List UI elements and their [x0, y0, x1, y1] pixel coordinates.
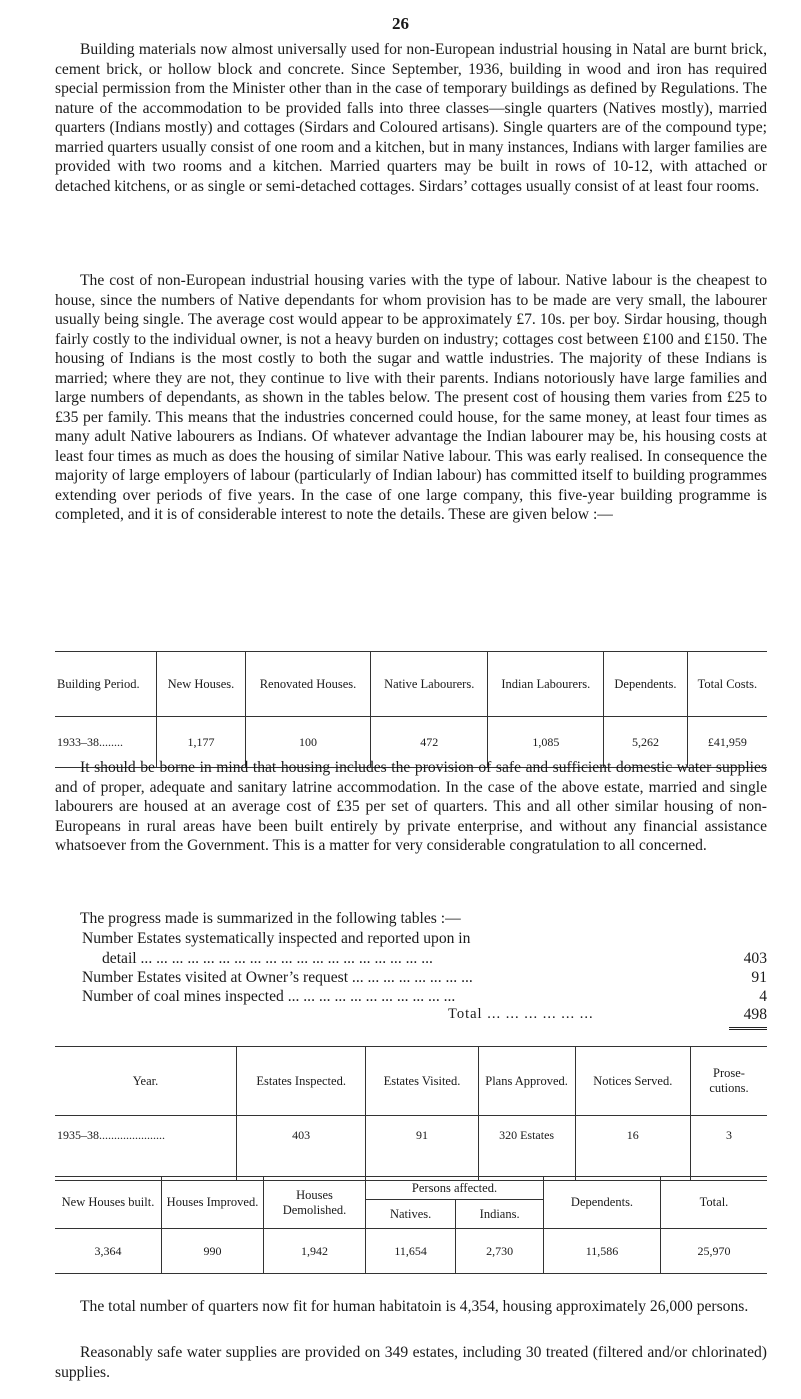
table3-cell: 11,586 — [544, 1229, 661, 1274]
paragraph-total-quarters: The total number of quarters now fit for human habitatoin is 4,354, housing approximately 26,000 persons. — [80, 1298, 749, 1315]
table1-header: New Houses. — [157, 652, 246, 717]
paragraph-progress-intro: The progress made is summarized in the following tables :— — [80, 910, 461, 927]
table2-header: Notices Served. — [575, 1047, 690, 1116]
table3-header: Dependents. — [544, 1177, 661, 1229]
table3-header-persons-affected: Persons affected. — [366, 1177, 544, 1200]
table2-cell: 91 — [366, 1116, 478, 1181]
table1-cell: 1,085 — [488, 717, 604, 768]
table2-header: Plans Approved. — [478, 1047, 575, 1116]
summary-item-coal-mines: Number of coal mines inspected ... ... ... ... ... ... ... ... ... ... ... 4 — [82, 988, 767, 1005]
table3-cell: 3,364 — [55, 1229, 162, 1274]
table1-cell: £41,959 — [687, 717, 767, 768]
table2-cell: 16 — [575, 1116, 690, 1181]
table2-cell: 3 — [691, 1116, 768, 1181]
table1-cell: 100 — [245, 717, 370, 768]
table-row — [55, 1229, 767, 1274]
table2-header: Prose- cutions. — [691, 1047, 768, 1116]
table1-cell: 472 — [370, 717, 487, 768]
table2-header: Year. — [55, 1047, 237, 1116]
summary-item-estates-inspected: Number Estates systematically inspected and reported upon in detail ... ... ... ... ... ... ... ... ... ... ... ... ... ... ... ... ... ... ... 403 — [82, 930, 767, 967]
paragraph-housing-cost: The cost of non-European industrial housing varies with the type of labour. Native labour is the cheapest to house, since the numbers of Native dependants for whom provision has to be made are very small, the labourer usually being single. The average cost would appear to be approximately £7. 10s. per boy. Sirdar housing, though fairly costly to the individual owner, is not a heavy burden on industry; cottages cost between £100 and £150. The housing of Indians is the most costly to both the sugar and wattle industries. The majority of these Indians is married; where they are not, they continue to live with their parents. Indians notoriously have large families and large numbers of dependants, as shown in the tables below. The present cost of housing them varies from £25 to £35 per family. This means that the industries concerned could house, for the same money, at least four times as many adult Native labourers as Indians. Of whatever advantage the Indian labourer may be, his housing costs at least four times as much as does the housing of similar Native labour. This was early realised. In consequence the majority of large employers of labour (particularly of Indian labour) has committed itself to building programmes extending over periods of five years. In the case of one large company, this five-year building programme is completed, and it is of considerable interest to note the details. These are given below :— — [55, 272, 767, 523]
table1-cell: 1933–38........ — [55, 717, 157, 768]
table1-header: Renovated Houses. — [245, 652, 370, 717]
table1-header: Indian Labourers. — [488, 652, 604, 717]
page-number: 26 — [392, 14, 409, 33]
table2-header: Estates Inspected. — [237, 1047, 366, 1116]
table3-cell: 11,654 — [366, 1229, 456, 1274]
table-row — [55, 1116, 767, 1181]
table3-cell: 1,942 — [264, 1229, 366, 1274]
table3-header: Houses Improved. — [162, 1177, 264, 1229]
building-programme-table — [55, 651, 767, 768]
table1-cell: 5,262 — [604, 717, 688, 768]
table1-cell: 1,177 — [157, 717, 246, 768]
table3-header: Natives. — [366, 1200, 456, 1229]
table2-cell: 320 Estates — [478, 1116, 575, 1181]
table1-header: Dependents. — [604, 652, 688, 717]
summary-total-label: Total ... ... ... ... ... ... — [448, 1006, 594, 1022]
housing-summary-table — [55, 1176, 767, 1274]
table3-cell: 25,970 — [661, 1229, 768, 1274]
table3-cell: 990 — [162, 1229, 264, 1274]
table2-cell: 403 — [237, 1116, 366, 1181]
table3-header: New Houses built. — [55, 1177, 162, 1229]
total-underline — [729, 1027, 767, 1030]
table3-header: Houses Demolished. — [264, 1177, 366, 1229]
table1-header: Total Costs. — [687, 652, 767, 717]
summary-total-value: 498 — [743, 1006, 767, 1023]
inspection-table — [55, 1046, 767, 1181]
table3-header: Total. — [661, 1177, 768, 1229]
table1-header: Building Period. — [55, 652, 157, 717]
table1-header: Native Labourers. — [370, 652, 487, 717]
paragraph-water-supplies-note: It should be borne in mind that housing includes the provision of safe and sufficient domestic water supplies and of proper, adequate and sanitary latrine accommodation. In the case of the above estate, married and single labourers are housed at an average cost of £35 per set of quarters. This and all other similar housing of non-Europeans in rural areas have been built entirely by private enterprise, and without any financial assistance whatsoever from the Government. This is a matter for very considerable congratulation to all concerned. — [55, 759, 767, 854]
table2-header: Estates Visited. — [366, 1047, 478, 1116]
summary-item-owner-request: Number Estates visited at Owner’s request ... ... ... ... ... ... ... ... 91 — [82, 969, 767, 986]
table2-cell: 1935–38...................... — [55, 1116, 237, 1181]
table3-cell: 2,730 — [456, 1229, 544, 1274]
paragraph-water-estates: Reasonably safe water supplies are provided on 349 estates, including 30 treated (filtered and/or chlorinated) supplies. — [55, 1344, 767, 1381]
paragraph-building-materials: Building materials now almost universally used for non-European industrial housing in Natal are burnt brick, cement brick, or hollow block and concrete. Since September, 1936, building in wood and iron has required special permission from the Minister other than in the case of temporary buildings as defined by Regulations. The nature of the accommodation to be provided falls into three classes—single quarters (Natives mostly), married quarters (Indians mostly) and cottages (Sirdars and Coloured artisans). Single quarters are of the compound type; married quarters usually consist of one room and a kitchen, but in many instances, Indians with larger families are provided with two rooms and a kitchen. Married quarters may be built in rows of 10-12, with attached or detached kitchens, or as single or semi-detached cottages. Sirdars’ cottages usually consist of at least four rooms. — [55, 41, 767, 195]
table3-header: Indians. — [456, 1200, 544, 1229]
